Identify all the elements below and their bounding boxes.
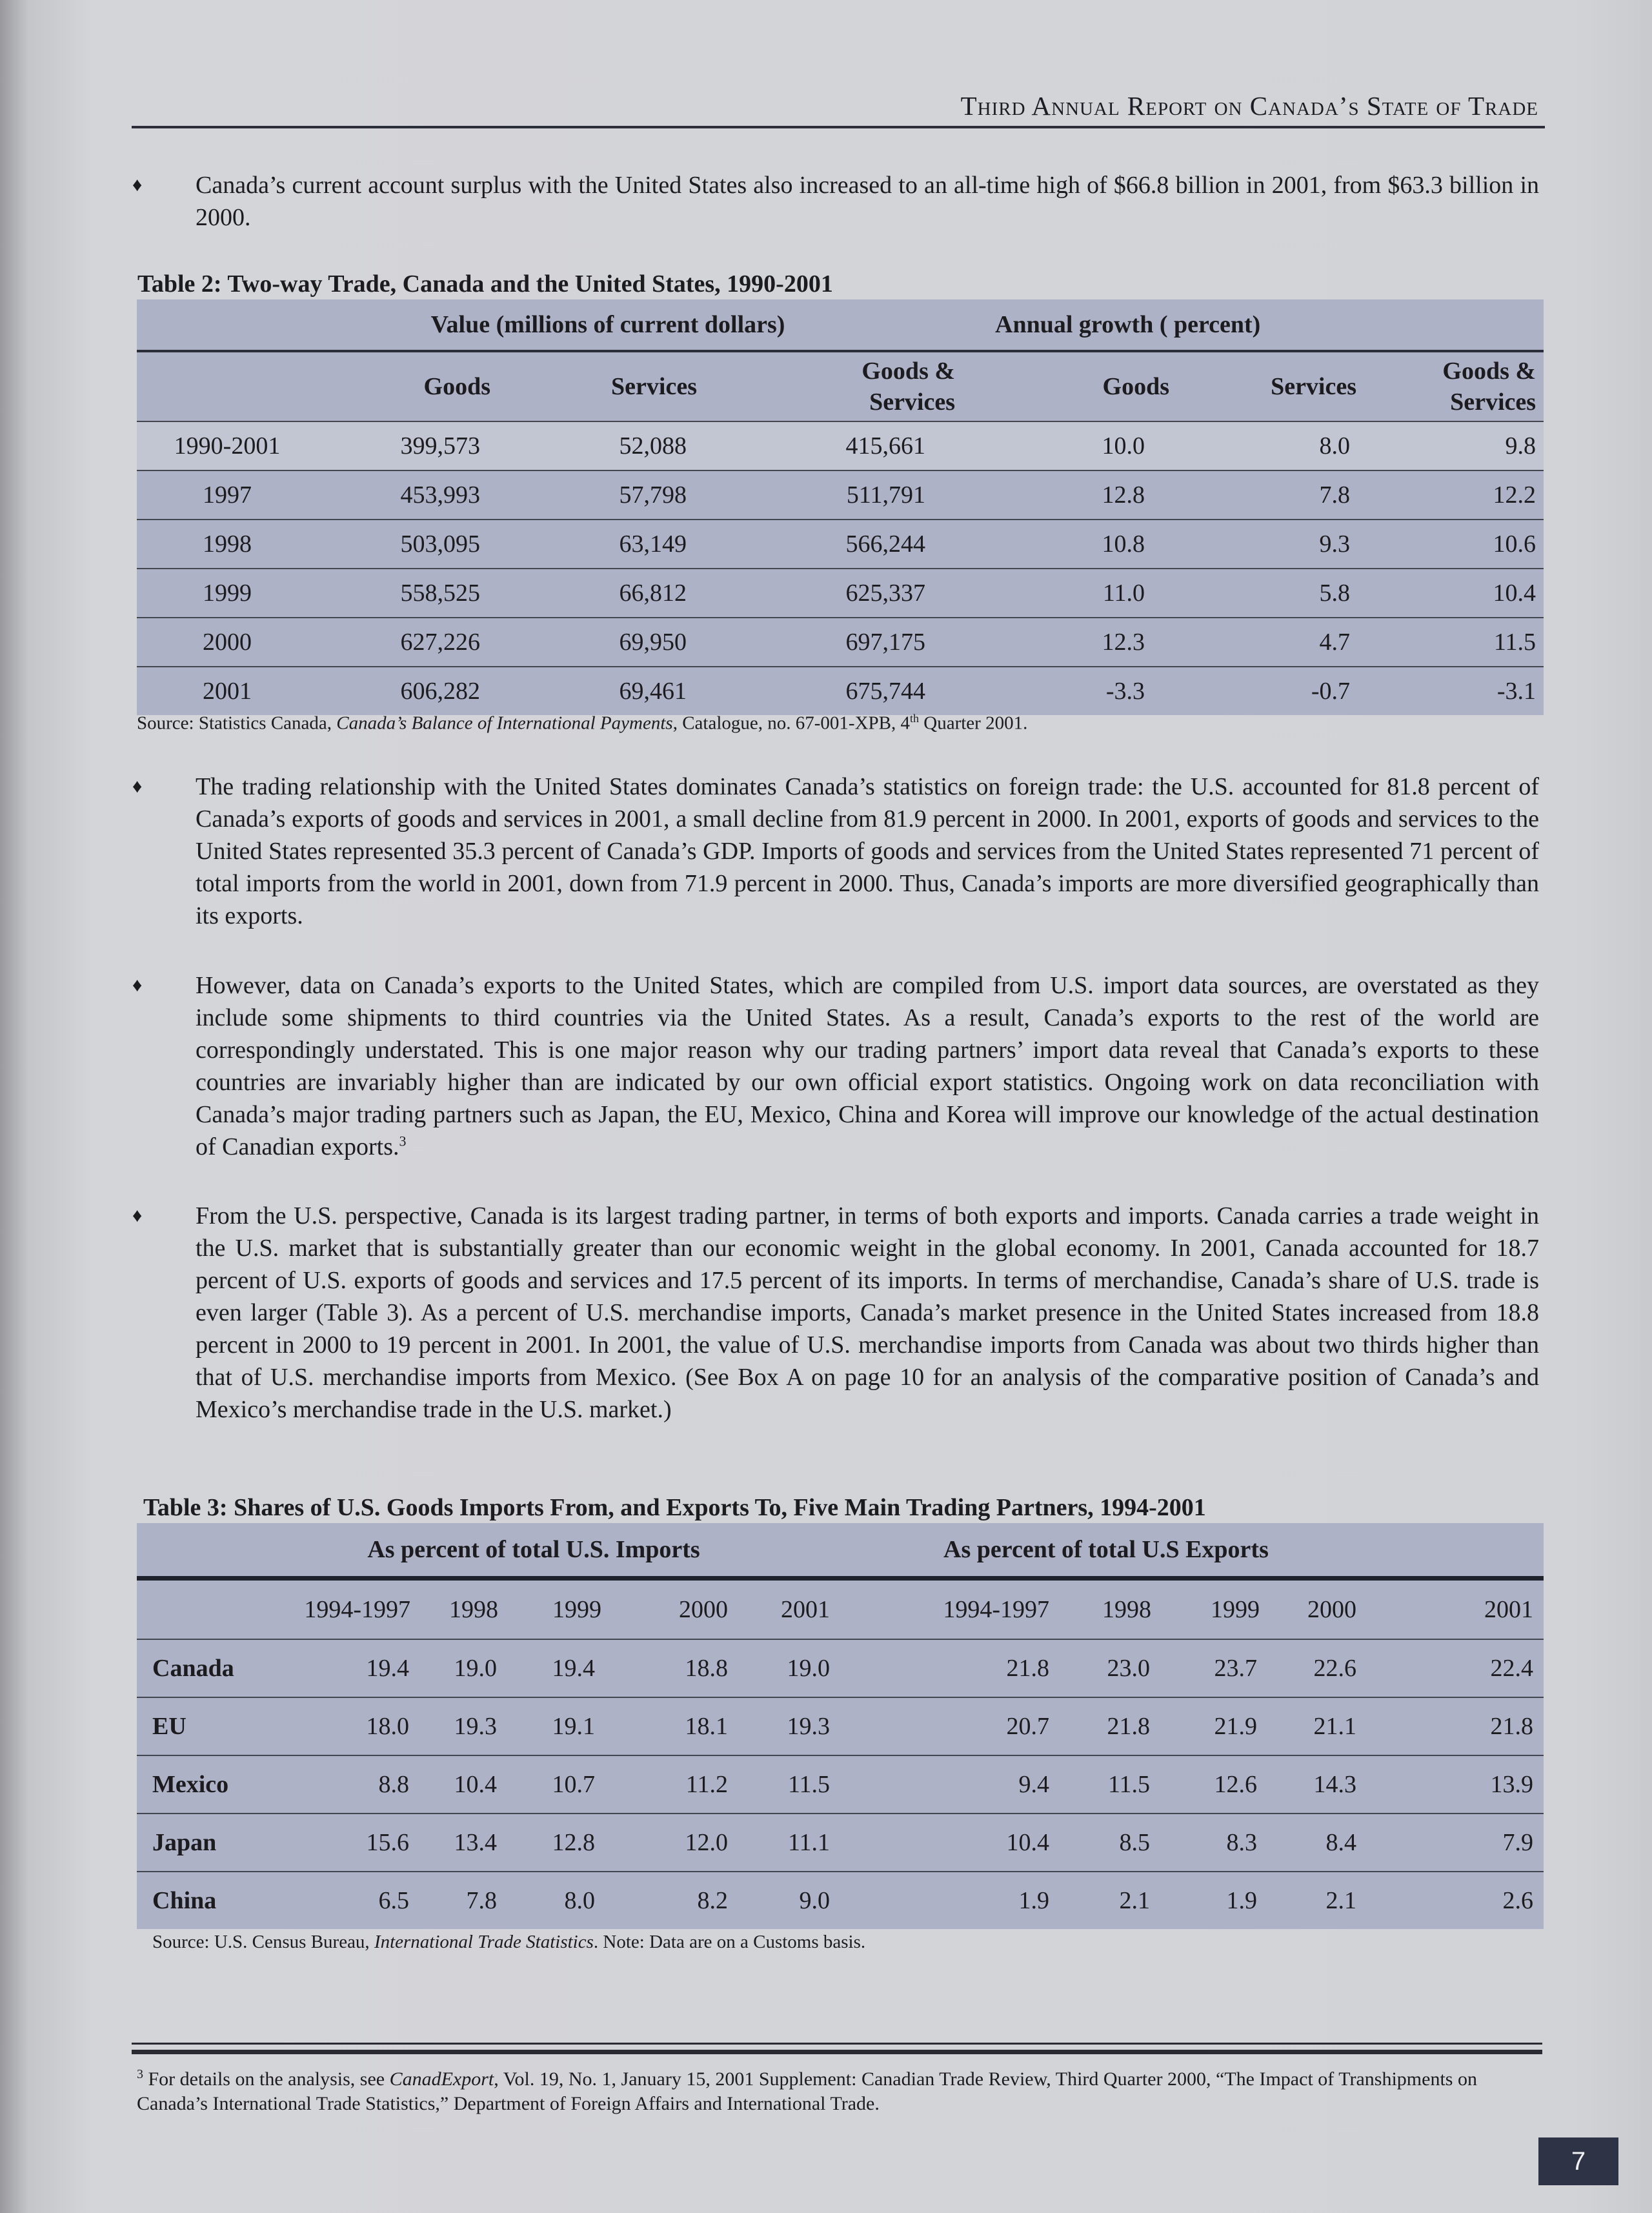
col-year: 1998 [414, 1579, 511, 1640]
col-goods-services: Goods & Services [705, 351, 963, 421]
table3-group-header [137, 1523, 1544, 1579]
row-partner: Canada [137, 1639, 285, 1697]
col-year: 1998 [1053, 1579, 1169, 1640]
row-partner: EU [137, 1697, 285, 1755]
table2-caption: Table 2: Two-way Trade, Canada and the United States, 1990-2001 [137, 270, 833, 298]
group-header-exports: As percent of total U.S Exports [866, 1523, 1544, 1579]
row-partner: Japan [137, 1814, 285, 1872]
footnote-number: 3 [137, 2067, 143, 2081]
diamond-bullet-icon: ♦ [132, 174, 143, 196]
group-header-growth: Annual growth ( percent) [963, 299, 1544, 351]
table-row: 1990-2001 399,573 52,088 415,661 10.0 8.0 9.8 [137, 421, 1544, 470]
row-partner: Mexico [137, 1755, 285, 1814]
table3-caption: Table 3: Shares of U.S. Goods Imports From, and Exports To, Five Main Trading Partners, 1994-2001 [143, 1494, 1206, 1521]
table3 [137, 1523, 1544, 1929]
group-header-value: Value (millions of current dollars) [137, 299, 963, 351]
group-header-imports: As percent of total U.S. Imports [137, 1523, 866, 1579]
table3-year-header [137, 1579, 1544, 1640]
table-row: China 6.5 7.8 8.0 8.2 9.0 1.9 2.1 1.9 2.1 2.6 [137, 1872, 1544, 1929]
paragraph-text: From the U.S. perspective, Canada is its largest trading partner, in terms of both exports and imports. Canada carries a trade weight in the U.S. market that is substantially greater than our economic weight in the global economy. In 2001, Canada accounted for 18.7 percent of U.S. exports of goods and services and 17.5 percent of its imports. In terms of merchandise, Canada’s share of U.S. trade is even larger (Table 3). As a percent of U.S. merchandise imports, Canada’s market presence in the United States increased from 18.8 percent in 2000 to 19 percent in 2001. In 2001, the value of U.S. merchandise imports from Canada was about two thirds higher than that of U.S. merchandise imports from Mexico. (See Box A on page 10 for an analysis of the comparative position of Canada’s and Mexico’s merchandise trade in the U.S. market.) [196, 1202, 1539, 1423]
table-row: Canada 19.4 19.0 19.4 18.8 19.0 21.8 23.0 23.7 22.6 22.4 [137, 1639, 1544, 1697]
diamond-bullet-icon: ♦ [132, 1205, 143, 1226]
table-row: Mexico 8.8 10.4 10.7 11.2 11.5 9.4 11.5 12.6 14.3 13.9 [137, 1755, 1544, 1814]
table-row: Japan 15.6 13.4 12.8 12.0 11.1 10.4 8.5 8.3 8.4 7.9 [137, 1814, 1544, 1872]
bullet-paragraph-4 [132, 1200, 1539, 1426]
footnote-rule [132, 2050, 1542, 2054]
col-year: 1999 [511, 1579, 621, 1640]
row-partner: China [152, 1887, 217, 1914]
table2-source: Source: Statistics Canada, Canada’s Balance of International Payments, Catalogue, no. 67-001-XPB, 4th Quarter 2001. [137, 712, 1028, 734]
diamond-bullet-icon: ♦ [132, 975, 143, 996]
paragraph-text: However, data on Canada’s exports to the United States, which are compiled from U.S. import data sources, are overstated as they include some shipments to third countries via the United States. As a result, Canada’s exports to the rest of the world are correspondingly understated. This is one major reason why our trading partners’ import data reveal that Canada’s exports to these countries are invariably higher than are indicated by our own official export statistics. Ongoing work on data reconciliation with Canada’s major trading partners such as Japan, the EU, Mexico, China and Korea will improve our knowledge of the actual destination of Canadian exports.$^3$ [196, 972, 1539, 1160]
table-row: EU 18.0 19.3 19.1 18.1 19.3 20.7 21.8 21.9 21.1 21.8 [137, 1697, 1544, 1755]
table2 [137, 299, 1544, 715]
footnote: $^3$ For details on the analysis, see CanadExport, Vol. 19, No. 1, January 15, 2001 Supplement: Canadian Trade Review, Third Quarter 2000, “The Impact of Transhipments on Canada’s International Trade Statistics,” Department of Foreign Affairs and International Trade. [137, 2067, 1477, 2114]
col-year: 1994-1997 [866, 1579, 1053, 1640]
table-row: 1997 453,993 57,798 511,791 12.8 7.8 12.2 [137, 470, 1544, 520]
binding-edge [0, 0, 27, 2213]
diamond-bullet-icon: ♦ [132, 776, 143, 797]
paragraph-text: The trading relationship with the United States dominates Canada’s statistics on foreign trade: the U.S. accounted for 81.8 percent of Canada’s exports of goods and services in 2001, a small decline from 81.9 percent in 2000. In 2001, exports of goods and services to the United States represented 35.3 percent of Canada’s GDP. Imports of goods and services from the United States represented 71 percent of total imports from the world in 2001, down from 71.9 percent in 2000. Thus, Canada’s imports are more diversified geographically than its exports. [196, 773, 1539, 929]
footnote-rule [132, 2043, 1542, 2045]
paragraph-text: Canada’s current account surplus with the United States also increased to an all-time high of $66.8 billion in 2001, from $63.3 billion in 2000. [196, 172, 1539, 231]
col-year: 1999 [1169, 1579, 1273, 1640]
table-row: 1998 503,095 63,149 566,244 10.8 9.3 10.6 [137, 520, 1544, 569]
bullet-paragraph-3 [132, 969, 1539, 1163]
table-row: 1999 558,525 66,812 625,337 11.0 5.8 10.4 [137, 569, 1544, 618]
col-year: 2000 [621, 1579, 750, 1640]
col-growth-goods: Goods [963, 351, 1195, 421]
col-growth-services: Services [1195, 351, 1369, 421]
col-goods: Goods [317, 351, 498, 421]
running-head: Third Annual Report on Canada’s State of Trade [960, 91, 1538, 121]
table-row: 2001 606,282 69,461 675,744 -3.3 -0.7 -3.1 [137, 667, 1544, 715]
header-rule [132, 126, 1545, 128]
bullet-paragraph-1 [132, 169, 1539, 234]
col-services: Services [498, 351, 705, 421]
col-year: 1994-1997 [285, 1579, 414, 1640]
table2-group-header [137, 299, 1544, 351]
page-number: 7 [1538, 2137, 1618, 2185]
table2-column-header [137, 351, 1544, 421]
footnote-reference[interactable]: 3 [399, 1133, 407, 1149]
col-year: 2000 [1273, 1579, 1382, 1640]
col-growth-goods-services: Goods & Services [1369, 351, 1544, 421]
col-year: 2001 [1382, 1579, 1544, 1640]
table3-source: Source: U.S. Census Bureau, International Trade Statistics. Note: Data are on a Customs basis. [152, 1932, 866, 1952]
bullet-paragraph-2 [132, 771, 1539, 932]
col-year: 2001 [750, 1579, 866, 1640]
table-row: 2000 627,226 69,950 697,175 12.3 4.7 11.5 [137, 618, 1544, 667]
